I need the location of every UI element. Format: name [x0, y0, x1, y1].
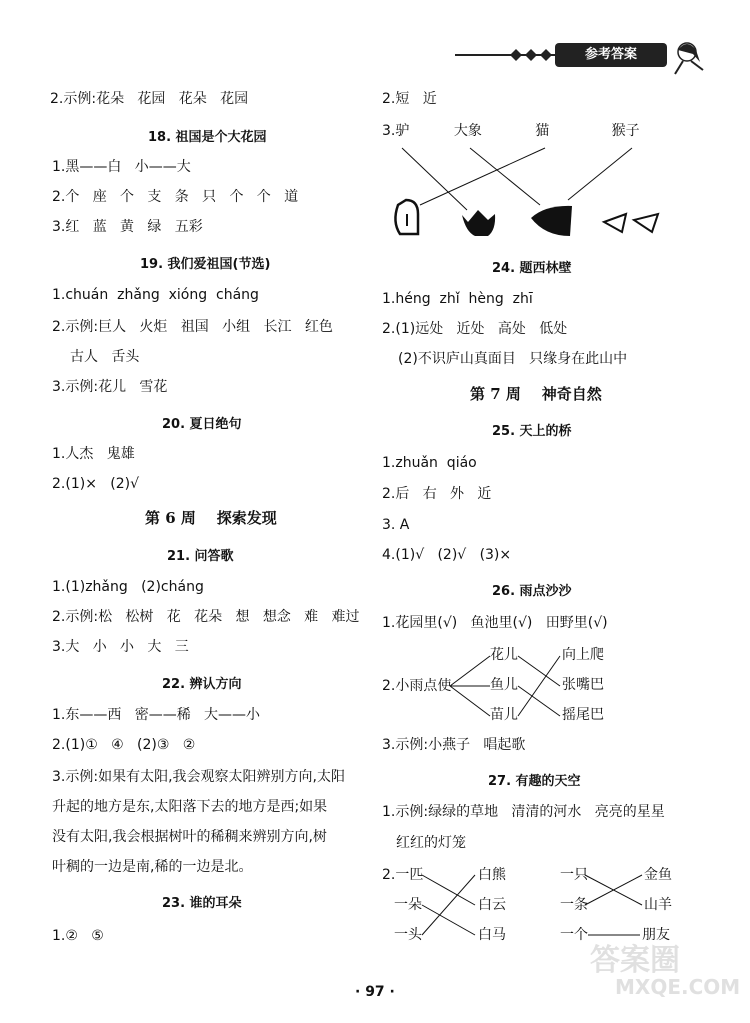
match-item: 山羊: [644, 897, 672, 913]
week-title: 第 6 周 探索发现: [145, 509, 277, 527]
answer-line: 3.示例:花儿 雪花: [52, 379, 168, 395]
lesson-title: 22. 辨认方向: [162, 677, 242, 692]
answer-line: 2.示例:花朵 花园 花朵 花园: [50, 91, 249, 107]
match-item: 白熊: [478, 867, 506, 883]
answer-line: 2.示例:松 松树 花 花朵 想 想念 难 难过: [52, 609, 360, 625]
lesson-title: 21. 问答歌: [167, 549, 234, 564]
answer-line: 2.短 近: [382, 91, 437, 107]
watermark: 答案圈: [590, 943, 680, 978]
answer-line: 2.(1)① ④ (2)③ ②: [52, 737, 196, 753]
lesson-title: 27. 有趣的天空: [488, 774, 581, 789]
answer-line: 1.zhuǎn qiáo: [382, 455, 477, 471]
monkey-ear-icon: [604, 214, 626, 232]
cat-ear-icon: [531, 206, 572, 236]
answer-line: 3.驴 大象 猫 猴子: [382, 123, 640, 139]
answer-line: 1.héng zhǐ hèng zhī: [382, 291, 533, 307]
answer-ribbon: 参考答案: [555, 43, 667, 67]
answer-line: 2.小雨点使: [382, 678, 452, 694]
lesson-title: 23. 谁的耳朵: [162, 896, 242, 911]
answer-line: 2.个 座 个 支 条 只 个 个 道: [52, 189, 299, 205]
answer-line: 古人 舌头: [70, 349, 140, 365]
match-item: 张嘴巴: [562, 677, 604, 693]
answer-line: 3.示例:如果有太阳,我会观察太阳辨别方向,太阳: [52, 769, 345, 785]
answer-line: 1.示例:绿绿的草地 清清的河水 亮亮的星星: [382, 804, 665, 820]
answer-line: 4.(1)√ (2)√ (3)×: [382, 547, 512, 563]
match-item: 一朵: [394, 897, 422, 913]
answer-line: 2.后 右 外 近: [382, 486, 492, 502]
answer-line: 3.示例:小燕子 唱起歌: [382, 737, 526, 753]
lesson-title: 20. 夏日绝句: [162, 417, 242, 432]
watermark-url: MXQE.COM: [615, 975, 741, 999]
answer-line: 3. A: [382, 517, 410, 533]
match-item: 一只: [560, 867, 588, 883]
match-item: 白云: [478, 897, 506, 913]
match-item: 白马: [478, 927, 506, 943]
answer-line: 叶稠的一边是南,稀的一边是北。: [52, 859, 253, 875]
page-number: · 97 ·: [355, 984, 395, 1000]
answer-line: 2.(1)远处 近处 高处 低处: [382, 321, 568, 337]
answer-line: 3.红 蓝 黄 绿 五彩: [52, 219, 203, 235]
lesson-title: 18. 祖国是个大花园: [148, 130, 267, 145]
answer-line: 红红的灯笼: [396, 835, 466, 851]
answer-line: 3.大 小 小 大 三: [52, 639, 189, 655]
elephant-ear-icon: [462, 210, 495, 236]
lesson-title: 26. 雨点沙沙: [492, 584, 572, 599]
match-item: 一头: [394, 927, 422, 943]
answer-line: 1.东——西 密——稀 大——小: [52, 707, 261, 723]
answer-line: 没有太阳,我会根据树叶的稀稠来辨别方向,树: [52, 829, 327, 845]
answer-line: 1.② ⑤: [52, 928, 104, 944]
answer-line: 1.(1)zhǎng (2)cháng: [52, 579, 204, 595]
week-title: 第 7 周 神奇自然: [470, 385, 602, 403]
match-item: 花儿: [490, 647, 518, 663]
match-item: 一条: [560, 897, 588, 913]
match-item: 摇尾巴: [562, 707, 604, 723]
answer-line: 2.示例:巨人 火炬 祖国 小组 长江 红色: [52, 319, 333, 335]
lesson-title: 25. 天上的桥: [492, 424, 572, 439]
match-item: 2.一匹: [382, 867, 424, 883]
match-item: 朋友: [642, 927, 670, 943]
answer-line: 2.(1)× (2)√: [52, 476, 140, 492]
match-item: 一个: [560, 927, 588, 943]
answer-line: 1.黑——白 小——大: [52, 159, 191, 175]
answer-line: 1.chuán zhǎng xióng cháng: [52, 287, 259, 303]
answer-line: 1.花园里(√) 鱼池里(√) 田野里(√): [382, 615, 608, 631]
match-item: 金鱼: [644, 867, 672, 883]
match-item: 向上爬: [562, 647, 604, 663]
match-item: 鱼儿: [490, 677, 518, 693]
answer-line: 升起的地方是东,太阳落下去的地方是西;如果: [52, 799, 328, 815]
answer-line: (2)不识庐山真面目 只缘身在此山中: [398, 351, 628, 367]
lesson-title: 24. 题西林壁: [492, 261, 572, 276]
answer-line: 1.人杰 鬼雄: [52, 446, 135, 462]
match-item: 苗儿: [490, 707, 518, 723]
lesson-title: 19. 我们爱祖国(节选): [140, 257, 271, 272]
